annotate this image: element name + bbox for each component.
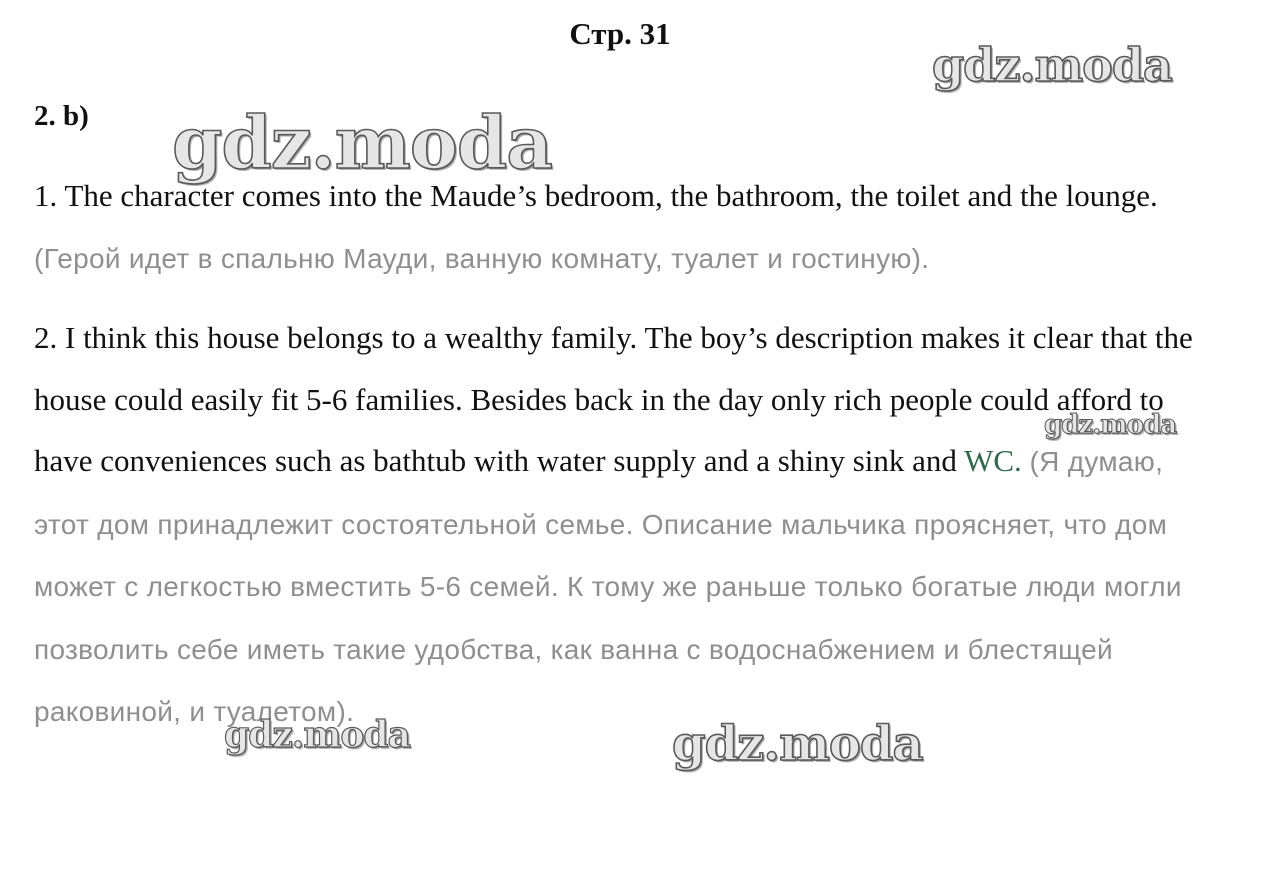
watermark-logo: gdz.moda <box>224 714 410 756</box>
watermark-logo: gdz.moda <box>672 716 923 772</box>
answer-paragraph-1 <box>34 165 1224 289</box>
answer-2-wc: WC. <box>964 443 1022 478</box>
watermark-logo: gdz.moda <box>172 100 552 185</box>
watermark-logo: gdz.moda <box>1044 410 1177 440</box>
exercise-label: 2. b) <box>34 100 89 132</box>
answer-2-translation: (Я думаю, этот дом принадлежит состоятельной семье. Описание мальчика проясняет, что дом может с легкостью вместить 5-6 семей. К тому же раньше только богатые люди могли позволить себе иметь такие удобства, как ванна с водоснабжением и блестящей раковиной, и туалетом). <box>34 446 1182 727</box>
answer-1-english: 1. The character comes into the Maude’s bedroom, the bathroom, the toilet and the lounge. <box>34 178 1158 213</box>
page-title: Стр. 31 <box>569 16 671 51</box>
watermark-logo: gdz.moda <box>932 38 1172 92</box>
answer-1-translation: (Герой идет в спальню Мауди, ванную комнату, туалет и гостиную). <box>34 242 930 274</box>
answer-paragraph-2 <box>34 307 1224 743</box>
answer-2-english: 2. I think this house belongs to a wealthy family. The boy’s description makes it clear that the house could easily fit 5-6 families. Besides back in the day only rich people could afford to have conveniences such as bathtub with water supply and a shiny sink and <box>34 320 1193 478</box>
